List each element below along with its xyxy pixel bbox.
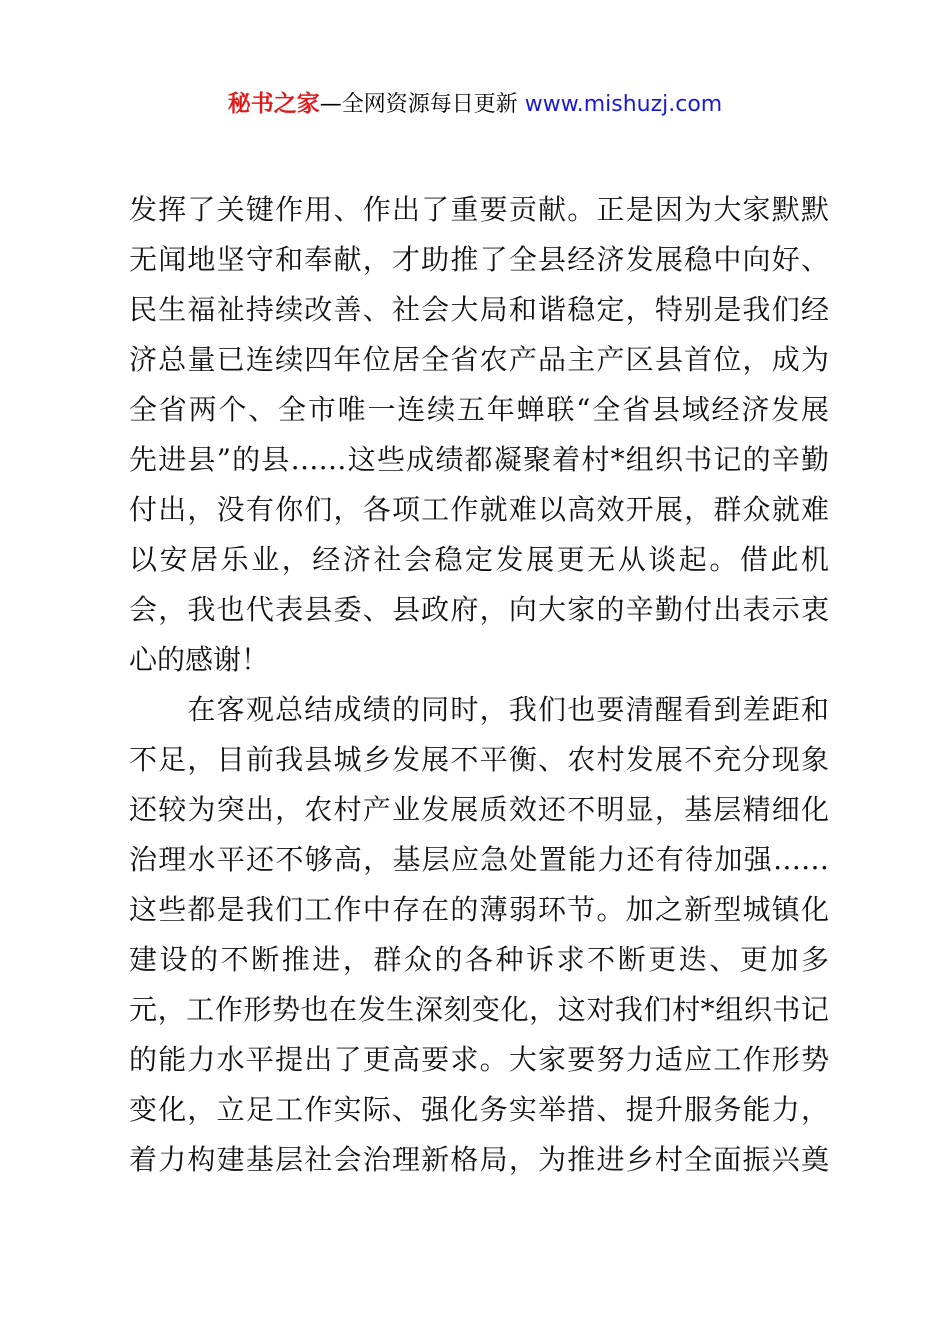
text-line: 在客观总结成绩的同时，我们也要清醒看到差距和 [129, 693, 829, 726]
text-line: 无闻地坚守和奉献，才助推了全县经济发展稳中向好、 [129, 243, 829, 276]
text-line: 先进县”的县……这些成绩都凝聚着村*组织书记的辛勤 [129, 443, 829, 476]
text-line: 以安居乐业，经济社会稳定发展更无从谈起。借此机 [129, 543, 829, 576]
text-line: 还较为突出，农村产业发展质效还不明显，基层精细化 [129, 793, 829, 826]
text-line: 全省两个、全市唯一连续五年蝉联“全省县域经济发展 [129, 393, 829, 426]
text-line: 民生福祉持续改善、社会大局和谐稳定，特别是我们经 [129, 293, 829, 326]
site-url-link[interactable]: www.mishuzj.com [524, 92, 723, 117]
text-line: 发挥了关键作用、作出了重要贡献。正是因为大家默默 [129, 193, 829, 226]
text-line: 不足，目前我县城乡发展不平衡、农村发展不充分现象 [129, 743, 829, 776]
text-line: 着力构建基层社会治理新格局，为推进乡村全面振兴奠 [129, 1143, 829, 1176]
text-line: 建设的不断推进，群众的各种诉求不断更迭、更加多 [129, 943, 829, 976]
text-line: 的能力水平提出了更高要求。大家要努力适应工作形势 [129, 1043, 829, 1076]
text-line: 济总量已连续四年位居全省农产品主产区县首位，成为 [129, 343, 829, 376]
text-line: 会，我也代表县委、县政府，向大家的辛勤付出表示衷 [129, 593, 829, 626]
text-line: 变化，立足工作实际、强化务实举措、提升服务能力， [129, 1093, 829, 1126]
text-line: 付出，没有你们，各项工作就难以高效开展，群众就难 [129, 493, 829, 526]
text-line: 治理水平还不够高，基层应急处置能力还有待加强…… [129, 843, 829, 876]
text-line: 这些都是我们工作中存在的薄弱环节。加之新型城镇化 [129, 893, 829, 926]
document-body [129, 185, 829, 1185]
header-tagline: —全网资源每日更新 [319, 92, 525, 117]
page-header [0, 88, 950, 121]
brand-name: 秘书之家 [227, 91, 320, 117]
text-line: 心的感谢！ [129, 643, 270, 676]
text-line: 元，工作形势也在发生深刻变化，这对我们村*组织书记 [129, 993, 829, 1026]
